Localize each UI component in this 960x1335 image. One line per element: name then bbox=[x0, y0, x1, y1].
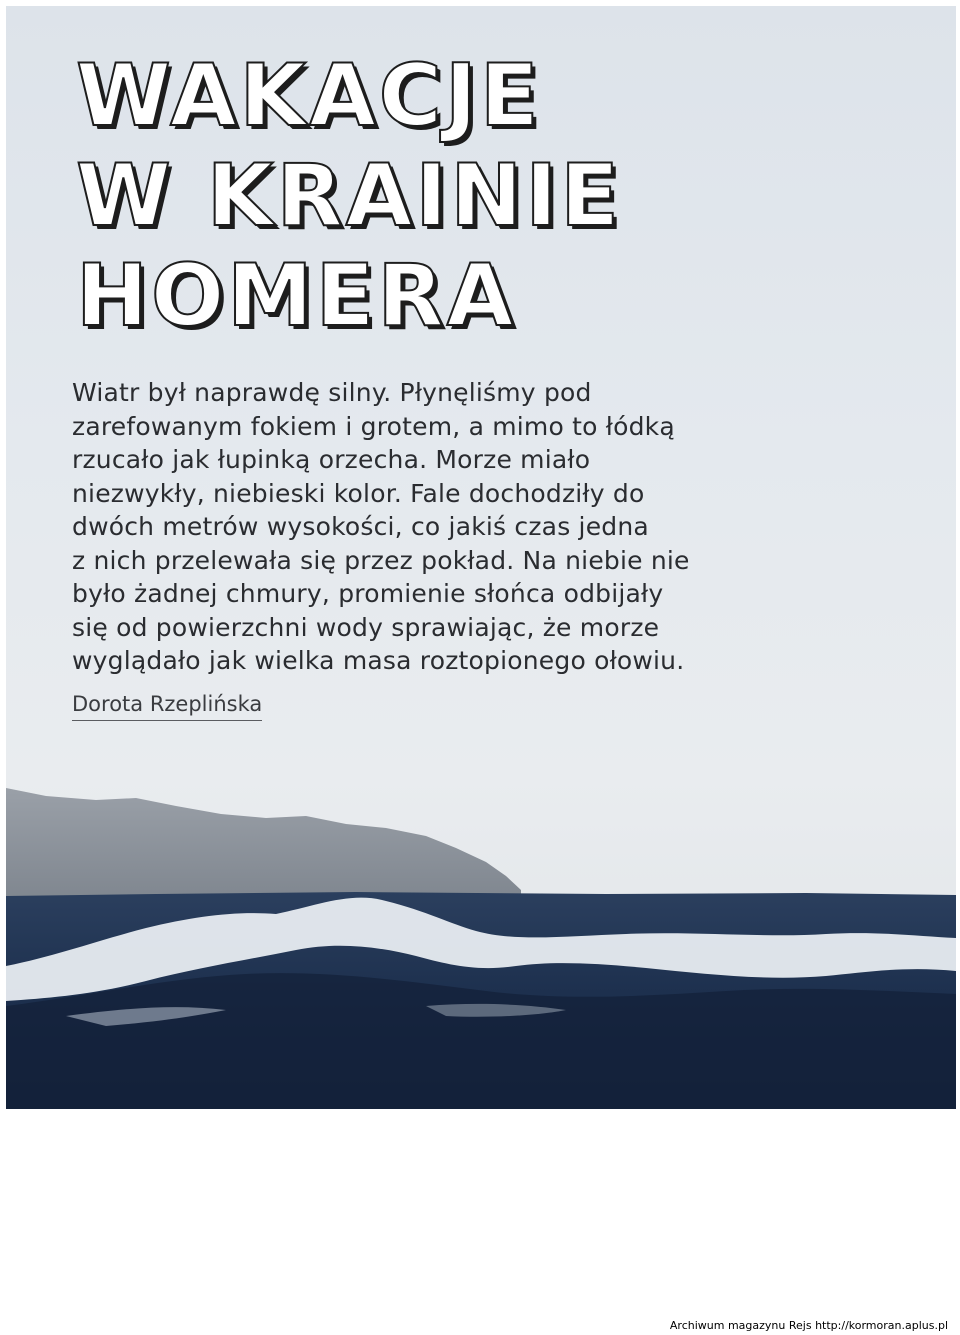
lead-line: z nich przelewała się przez pokład. Na niebie nie bbox=[72, 545, 690, 575]
article-title bbox=[76, 46, 622, 346]
lead-line: wyglądało jak wielka masa roztopionego ołowiu. bbox=[72, 646, 685, 675]
lead-line: Wiatr był naprawdę silny. Płynęliśmy pod bbox=[72, 378, 592, 407]
sea-photo bbox=[6, 6, 956, 1109]
lead-line: zarefowanym fokiem i grotem, a mimo to łódką bbox=[72, 411, 675, 441]
article-lead bbox=[72, 376, 852, 678]
title-line: HOMERA bbox=[76, 246, 517, 346]
archive-footer-note: Archiwum magazynu Rejs http://kormoran.aplus.pl bbox=[669, 1319, 948, 1332]
lead-line: było żadnej chmury, promienie słońca odbijały bbox=[72, 579, 664, 608]
distant-island bbox=[6, 788, 521, 906]
wave-shadow bbox=[6, 973, 956, 1109]
lead-line: dwóch metrów wysokości, co jakiś czas jedna bbox=[72, 512, 649, 541]
article-author: Dorota Rzeplińska bbox=[72, 692, 262, 721]
lead-line: niezwykły, niebieski kolor. Fale dochodziły do bbox=[72, 478, 645, 508]
title-line: WAKACJE bbox=[76, 46, 542, 146]
title-line: W KRAINIE bbox=[76, 146, 622, 246]
lead-line: rzucało jak łupinką orzecha. Morze miało bbox=[72, 445, 591, 474]
lead-line: się od powierzchni wody sprawiając, że morze bbox=[72, 612, 660, 642]
